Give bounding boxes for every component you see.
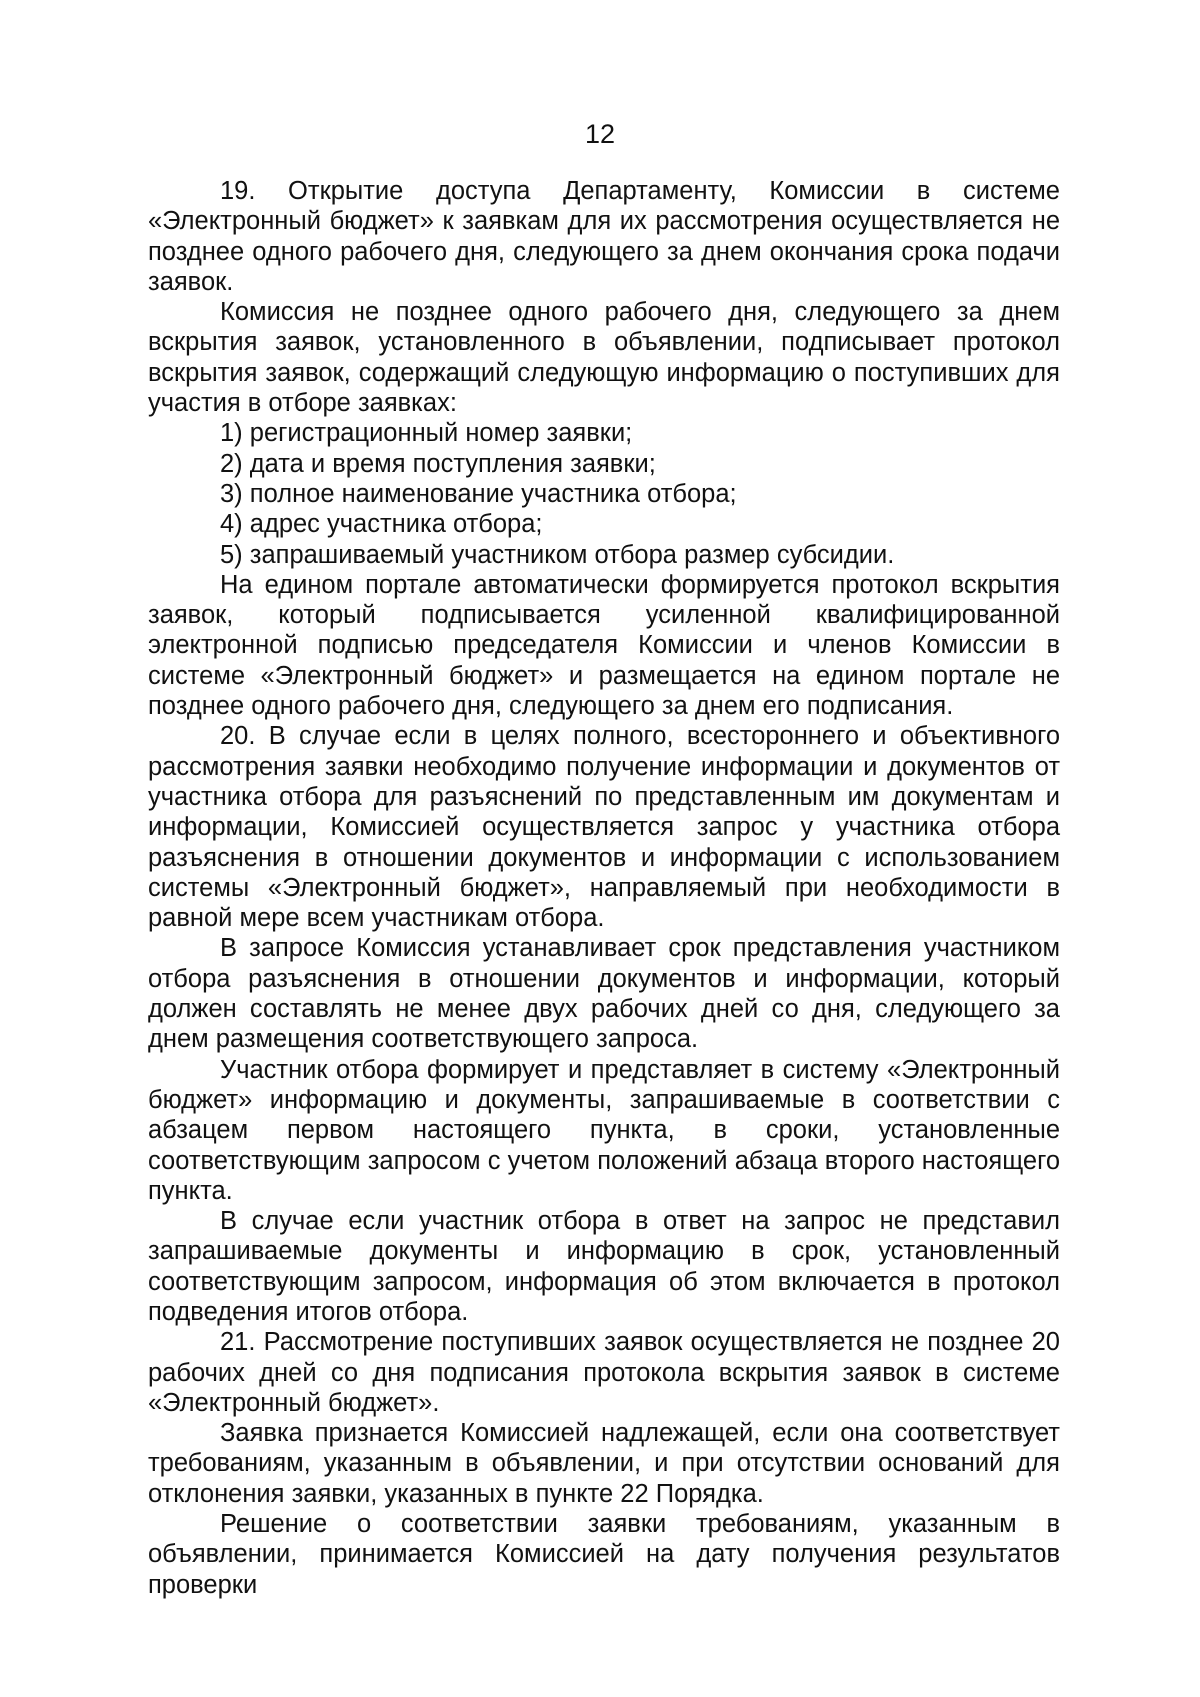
paragraph: Решение о соответствии заявки требованиям, указанным в объявлении, принимается Комиссией на дату получения результатов проверки [148, 1510, 1060, 1599]
page-number: 12 [584, 119, 616, 149]
list-item: 4) адрес участника отбора; [220, 510, 543, 539]
list-item: 5) запрашиваемый участником отбора размер субсидии. [220, 540, 895, 569]
paragraph: Комиссия не позднее одного рабочего дня, следующего за днем вскрытия заявок, установленного в объявлении, подписывает протокол вскрытия заявок, содержащий следующую информацию о поступивших для участия в отборе заявках: [148, 298, 1060, 418]
paragraph: 19. Открытие доступа Департаменту, Комиссии в системе «Электронный бюджет» к заявкам для их рассмотрения осуществляется не позднее одного рабочего дня, следующего за днем окончания срока подачи заявок. [148, 177, 1060, 296]
list-item: 1) регистрационный номер заявки; [220, 419, 633, 448]
paragraph: Участник отбора формирует и представляет в систему «Электронный бюджет» информацию и документы, запрашиваемые в соответствии с абзацем первом настоящего пункта, в сроки, установленные соответствующим запросом с учетом положений абзаца второго настоящего пункта. [148, 1055, 1060, 1205]
paragraph: 20. В случае если в целях полного, всестороннего и объективного рассмотрения заявки необходимо получение информации и документов от участника отбора для разъяснений по представленным им документам и информации, Комиссией осуществляется запрос у участника отбора разъяснения в отношении документов и информации с использованием системы «Электронный бюджет», направляемый при необходимости в равной мере всем участникам отбора. [148, 722, 1060, 933]
list-item: 2) дата и время поступления заявки; [220, 449, 656, 478]
paragraph: В случае если участник отбора в ответ на запрос не представил запрашиваемые документы и информацию в срок, установленный соответствующим запросом, информация об этом включается в протокол подведения итогов отбора. [148, 1207, 1060, 1326]
list-item: 3) полное наименование участника отбора; [220, 479, 737, 508]
paragraph: В запросе Комиссия устанавливает срок представления участником отбора разъяснения в отношении документов и информации, который должен составлять не менее двух рабочих дней со дня, следующего за днем размещения соответствующего запроса. [148, 934, 1060, 1054]
document-body [148, 176, 1060, 1600]
paragraph: Заявка признается Комиссией надлежащей, если она соответствует требованиям, указанным в объявлении, и при отсутствии оснований для отклонения заявки, указанных в пункте 22 Порядка. [148, 1419, 1060, 1508]
paragraph: На едином портале автоматически формируется протокол вскрытия заявок, который подписывается усиленной квалифицированной электронной подписью председателя Комиссии и членов Комиссии в системе «Электронный бюджет» и размещается на едином портале не позднее одного рабочего дня, следующего за днем его подписания. [148, 570, 1060, 721]
paragraph: 21. Рассмотрение поступивших заявок осуществляется не позднее 20 рабочих дней со дня подписания протокола вскрытия заявок в системе «Электронный бюджет». [148, 1328, 1060, 1417]
